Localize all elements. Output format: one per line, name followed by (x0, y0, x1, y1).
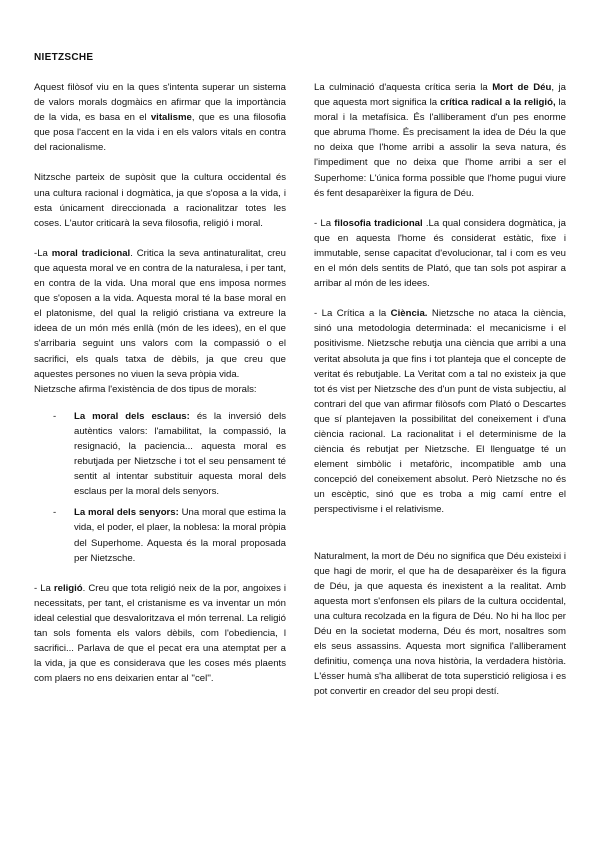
philosophy-paragraph: - La filosofia tradicional .La qual considera dogmàtica, ja que en aquesta l'home és considerat estàtic, fixe i immutable, sense capacitat d'evolucionar, tal i com es veu en el món dels sentits de Plató, que tan sols pot aspirar a arribar al món de les idees. (314, 217, 567, 290)
culmination-paragraph: La culminació d'aquesta crítica seria la Mort de Déu, ja que aquesta mort significa la crítica radical a la religió, la moral i la metafísica. És l'alliberament d'un pes enorme que abruma l'home. És precisament la idea de Déu la que no deixa que l'home arribi a assolir la seva natura, és l'impediment que no deixa que l'home arribi a ser el Superhome: L'única forma possible que l'home pugui viure és fent desaparèixer la figura de Déu. (314, 82, 566, 199)
critica-radical-term: crítica radical a la religió, (440, 97, 556, 109)
religio-term: religió (53, 582, 83, 594)
intro-paragraph: Aquest filòsof viu en la ques s'intenta superar un sistema de valors morals dogmàics en afirmar que la importància de la vida, es basa en el vitalisme, que es una filosofia que posa l'accent en la vida i en els valors vitals en contra del racionalisme. (34, 82, 286, 154)
list-item: - La moral dels senyors: Una moral que estima la vida, el poder, el plaer, la noblesa: la moral pròpia del Superhome. Aquesta és la moral proposada per Nietzsche. (34, 505, 286, 565)
left-column (34, 80, 286, 686)
criticism-paragraph: Nitzsche parteix de supòsit que la cultura occidental és una cultura racional i dogmàtica, ja que s'oposa a la vida, i esta únicament direccionada a racionalitzar totes les coses. L'autor criticarà la seva filosofia, religió i moral. (34, 172, 286, 229)
page-title: NIETZSCHE (34, 52, 94, 63)
ciencia-term: Ciència. (390, 308, 428, 320)
religion-paragraph: - La religió. Creu que tota religió neix de la por, angoixes i necessitats, per tant, el cristanisme es va inventar un món ideal celestial que desvaloritzava el món terrenal. La religió tan sols fomenta els valors dèbils, com l'obediencia, l sacrifici... Parlava de que el pecat era una atemptat per a la vida, ja que es considerava que les coses més plaents com plaers no ens deixarien entar al ''cel''. (34, 582, 286, 685)
moral-tradicional-term: moral tradicional (51, 247, 131, 259)
two-types-paragraph: Nietzsche afirma l'existència de dos tipus de morals: (34, 383, 257, 395)
vitalisme-term: vitalisme (150, 112, 192, 124)
list-item: - La moral dels esclaus: és la inversió dels autèntics valors: l'amabilitat, la compassió, la resignació, la paciencia... aquesta moral es rebutjada per Nietzsche i tot el seu pensament té sentit al intentar substituir aquesta moral dels esclaus per la moral dels senyors. (34, 409, 286, 500)
moral-types-list (34, 409, 286, 566)
conclusion-paragraph: Naturalment, la mort de Déu no significa que Déu existeixi i que hagi de morir, el que ha de desaparèixer és la figura de Déu, ja que aquesta és inexistent a la realitat. Amb aquesta mort s'enfonsen els pilars de la cultura occidental, una cultura recolzada en la figura de Déu. No hi ha lloc per Déu en la societat moderna, Déu és mort, nosaltres som els seus assassins. Aquesta mort significa l'alliberament definitiu, comença una nova història, la verdadera història. L'ésser humà s'ha alliberat de tota superstició religiosa i es pot convertir en creador del seu propi destí. (314, 550, 566, 698)
right-column (314, 80, 566, 699)
science-paragraph: - La Crítica a la Ciència. Nietzsche no ataca la ciència, sinó una metodologia determinada: el mecanicisme i el positivisme. Nietzsche rebutja una ciència que arribi a una veritat absoluta ja que fins i tot planteja que el concepte de veritat és rebutjable. La Veritat com a tal no existeix ja que tot és vist per Nietzsche des d'un punt de vista subjectiu, al contrari del que van afirmar filòsofs com Plató o Descartes que sí plantejaven la possibilitat del coneixement i d'una ciència racional. La racionalitat i el determinisme de la ciència és rebutjat per Nietzsche. El llenguatge té un element simbòlic i metafòric, incompatible amb una concepció del coneixement absolut. Però Nietzsche no és un escèptic, sinó que es troba a mig camí entre el perspectivisme i el relativisme. (314, 308, 566, 516)
mort-de-deu-term: Mort de Déu (492, 82, 552, 93)
filosofia-tradicional-term: filosofia tradicional (334, 217, 423, 229)
moral-paragraph: -La moral tradicional. Critica la seva antinaturalitat, creu que aquesta moral ve en contra de la naturalesa, i per tant, en contra de la vida. Una moral que ens imposa normes que s'oposen a la vida. Aquesta moral té la base moral en el platonisme, del qual la religió cristiana va extreure la ideea de un món més enllà (món de les idees), en el que s'arribaria seguint uns valors com la compassió o el sacrifici, els quals tatxa de dèbils, ja que creu que aquestes persones no viuen la seva pròpia vida. (34, 247, 286, 380)
